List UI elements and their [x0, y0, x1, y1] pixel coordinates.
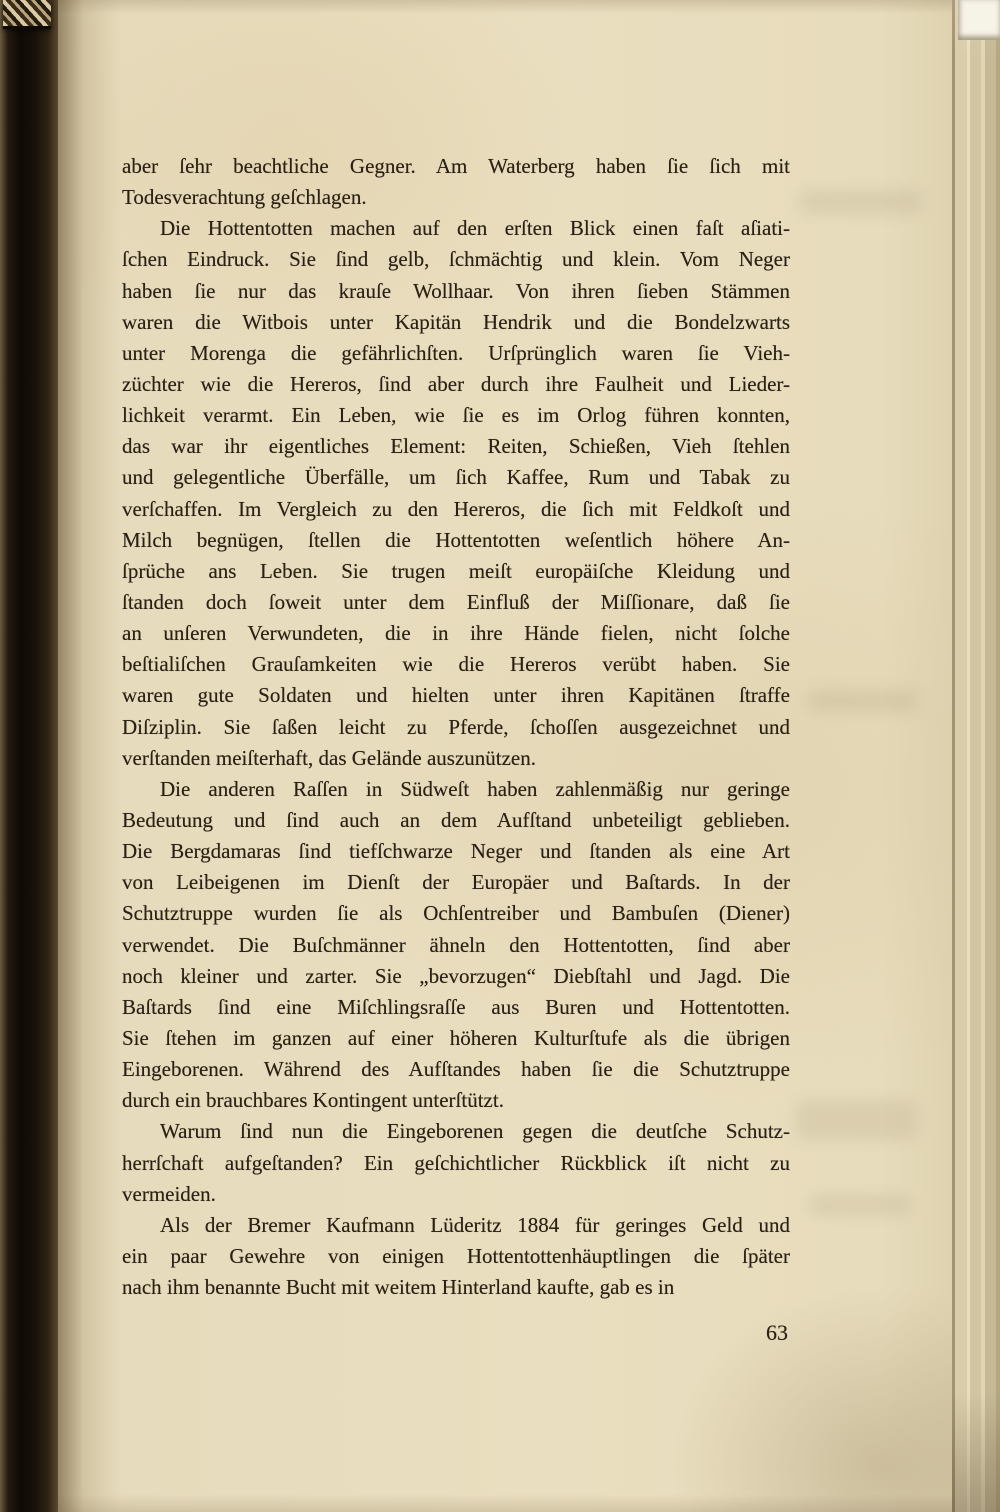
- text-line: von Leibeigenen im Dienſt der Europäer und Baſtards. In der: [122, 870, 790, 895]
- text-line: waren die Witbois unter Kapitän Hendrik und die Bondelzwarts: [122, 309, 790, 334]
- text-line: Warum ſind nun die Eingeborenen gegen die deutſche Schutz-: [160, 1119, 790, 1144]
- text-line: vermeiden.: [122, 1181, 216, 1206]
- text-line: verſtanden meiſterhaft, das Gelände auszunützen.: [122, 745, 536, 770]
- text-line: Milch begnügen, ſtellen die Hottentotten weſentlich höhere An-: [122, 527, 790, 552]
- page-edge-stack: [952, 0, 1000, 1512]
- text-line: Die Hottentotten machen auf den erſten Blick einen faſt aſiati-: [160, 216, 790, 241]
- text-line: aber ſehr beachtliche Gegner. Am Waterberg haben ſie ſich mit: [122, 154, 790, 178]
- text-line: herrſchaft aufgeſtanden? Ein geſchichtlicher Rückblick iſt nicht zu: [122, 1150, 790, 1175]
- text-line: ſtanden doch ſoweit unter dem Einfluß der Miſſionare, daß ſie: [122, 589, 790, 614]
- text-line: Baſtards ſind eine Miſchlingsraſſe aus Buren und Hottentotten.: [122, 994, 790, 1019]
- text-line: das war ihr eigentliches Element: Reiten, Schießen, Vieh ſtehlen: [122, 434, 790, 459]
- text-line: Sie ſtehen im ganzen auf einer höheren Kulturſtufe als die übrigen: [122, 1025, 790, 1050]
- show-through-smudge: [810, 1195, 910, 1215]
- book-binding-edge: [0, 0, 58, 1512]
- text-line: waren gute Soldaten und hielten unter ihren Kapitänen ſtraffe: [122, 683, 790, 708]
- underlying-page-corner: [958, 0, 1000, 40]
- text-line: verſchaffen. Im Vergleich zu den Hereros, die ſich mit Feldkoſt und: [122, 496, 790, 521]
- text-line: Bedeutung und ſind auch an dem Aufſtand unbeteiligt geblieben.: [122, 807, 790, 832]
- text-line: züchter wie die Hereros, ſind aber durch ihre Faulheit und Lieder-: [122, 371, 790, 396]
- show-through-smudge: [796, 1100, 916, 1140]
- text-block: [122, 151, 790, 1303]
- text-line: ein paar Gewehre von einigen Hottentottenhäuptlingen die ſpäter: [122, 1243, 790, 1268]
- text-line: an unſeren Verwundeten, die in ihre Hände fielen, nicht ſolche: [122, 621, 790, 646]
- text-line: lichkeit verarmt. Ein Leben, wie ſie es im Orlog führen konnten,: [122, 403, 790, 428]
- book-headband: [3, 0, 51, 29]
- text-line: ſchen Eindruck. Sie ſind gelb, ſchmächtig und klein. Vom Neger: [122, 247, 790, 272]
- text-line: ſprüche ans Leben. Sie trugen meiſt europäiſche Kleidung und: [122, 558, 790, 583]
- text-line: Schutztruppe wurden ſie als Ochſentreiber und Bambuſen (Diener): [122, 901, 790, 926]
- page-number: 63: [766, 1320, 788, 1345]
- text-line: haben ſie nur das krauſe Wollhaar. Von ihren ſieben Stämmen: [122, 278, 790, 303]
- gutter-shadow: [58, 0, 122, 1512]
- text-line: und gelegentliche Überfälle, um ſich Kaffee, Rum und Tabak zu: [122, 465, 790, 490]
- text-line: Die anderen Raſſen in Südweſt haben zahlenmäßig nur geringe: [160, 776, 790, 801]
- text-line: verwendet. Die Buſchmänner ähneln den Hottentotten, ſind aber: [122, 932, 790, 957]
- text-line: Todesverachtung geſchlagen.: [122, 185, 367, 210]
- text-line: Diſziplin. Sie ſaßen leicht zu Pferde, ſchoſſen ausgezeichnet und: [122, 714, 790, 739]
- text-line: Die Bergdamaras ſind tiefſchwarze Neger und ſtanden als eine Art: [122, 839, 790, 864]
- text-line: Als der Bremer Kaufmann Lüderitz 1884 für geringes Geld und: [160, 1212, 790, 1237]
- text-line: Eingeborenen. Während des Aufſtandes haben ſie die Schutztruppe: [122, 1057, 790, 1082]
- text-line: durch ein brauchbares Kontingent unterſtützt.: [122, 1088, 504, 1113]
- show-through-smudge: [808, 690, 918, 712]
- text-line: nach ihm benannte Bucht mit weitem Hinterland kaufte, gab es in: [122, 1275, 675, 1300]
- text-line: unter Morenga die gefährlichſten. Urſprünglich waren ſie Vieh-: [122, 340, 790, 365]
- show-through-smudge: [800, 190, 920, 214]
- text-line: noch kleiner und zarter. Sie „bevorzugen“ Diebſtahl und Jagd. Die: [122, 963, 790, 988]
- text-line: beſtialiſchen Grauſamkeiten wie die Hereros verübt haben. Sie: [122, 652, 790, 677]
